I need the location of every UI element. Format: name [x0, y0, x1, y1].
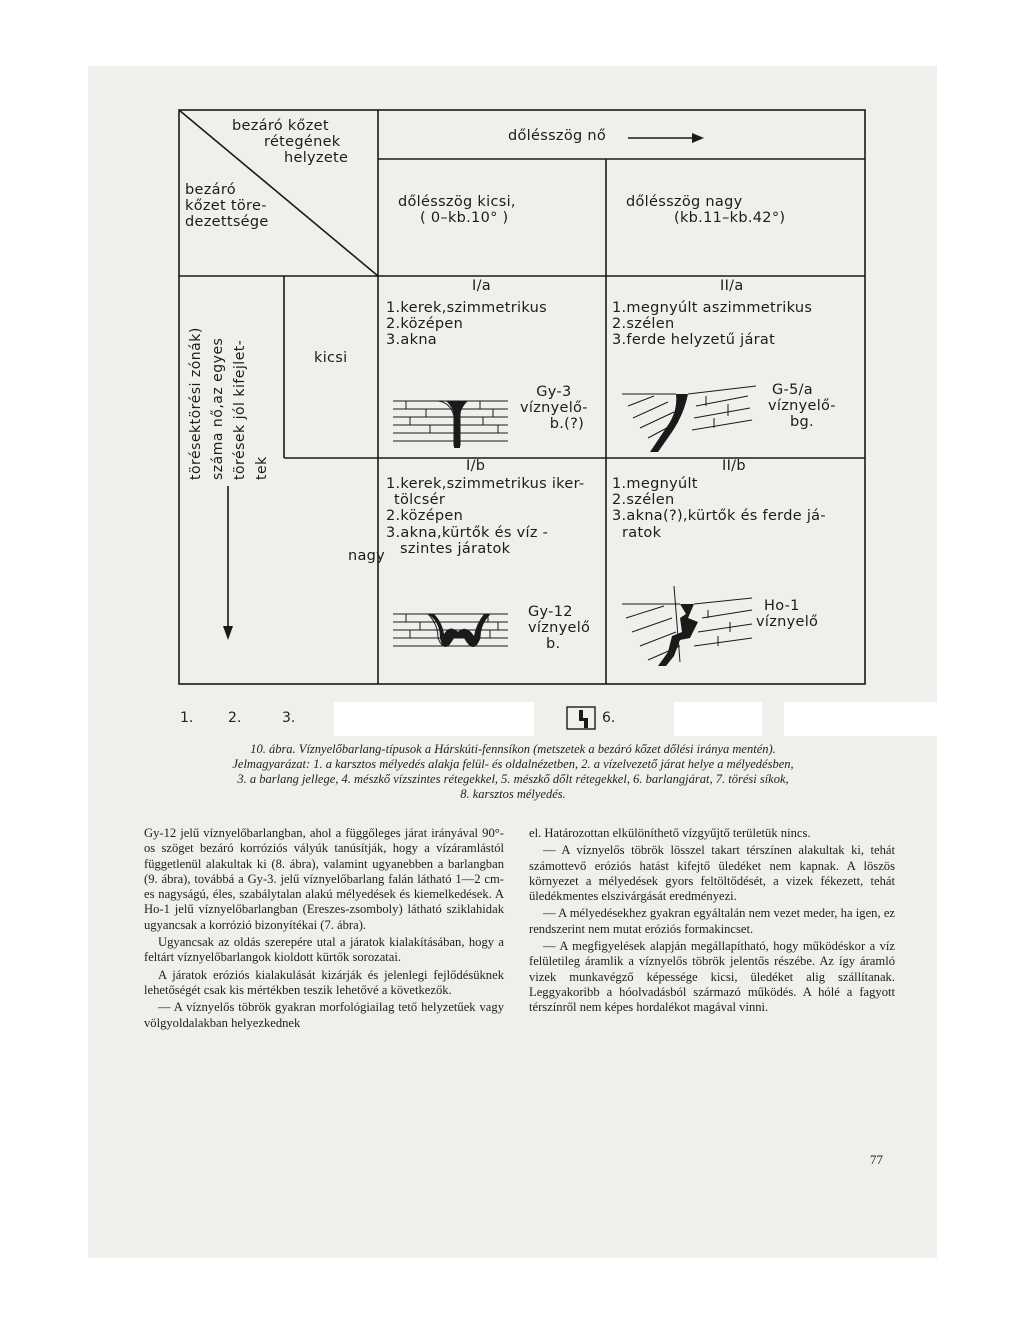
cell-IIa-label [768, 382, 836, 431]
cell-Ib-label-line: Gy-12 [528, 604, 573, 620]
header-col2-line: (kb.11–kb.42°) [674, 210, 786, 227]
cell-Ia-line: 1.kerek,szimmetrikus [386, 300, 547, 316]
cell-Ia-line: 3.akna [386, 332, 437, 349]
row-label-nagy: nagy [348, 548, 386, 564]
cell-IIb-title: II/b [722, 458, 746, 474]
caption-line: 3. a barlang jellege, 4. mészkő vízszintes rétegekkel, 5. mészkő dőlt rétegekkel, 6. barlangjárat, 7. törési síkok, [237, 772, 789, 786]
cell-IIb-lines [612, 476, 826, 541]
side-label-3: törések jól kifejlet- [232, 339, 248, 480]
corner-top-text [232, 118, 348, 167]
cell-IIa-line: 2.szélen [612, 316, 675, 333]
legend-1: 1. [180, 710, 194, 726]
header-col2 [626, 194, 785, 226]
legend-blank [334, 702, 534, 736]
book-page [88, 66, 937, 1258]
caption-line: 10. ábra. Víznyelőbarlang-típusok a Hárskúti-fennsíkon (metszetek a bezáró kőzet dőlési iránya mentén). [250, 742, 776, 756]
cell-IIa-label-line: víznyelő- [768, 398, 836, 415]
corner-top-line: bezáró kőzet [232, 118, 329, 134]
cell-Ib-lines [386, 476, 584, 557]
cell-Ib-title: I/b [466, 458, 486, 474]
legend-blank [674, 702, 762, 736]
paragraph: el. Határozottan elkülöníthető vízgyűjtő területük nincs. [529, 826, 811, 840]
header-col1 [398, 194, 516, 226]
legend-2: 2. [228, 710, 242, 726]
paragraph: — A megfigyelések alapján megállapítható, hogy működéskor a víz felületileg áramlik a víznyelős töbrök jelentős részébe. Az így áramló vizek munkavégző képessége kicsi, üledéket alig szállítanak. Leggyakoribb a hóolvadásból származó működés. A hólé a fagyott térszínről nem képes hordalékot magával vinni. [529, 939, 895, 1015]
cell-IIb-line: 1.megnyúlt [612, 476, 698, 492]
cell-Ia-label-line: víznyelő- [520, 400, 588, 417]
legend-6: 6. [602, 710, 616, 726]
cell-IIa-label-line: G-5/a [772, 382, 813, 398]
cell-Ib-line: 3.akna,kürtők és víz - [386, 524, 549, 541]
right-column [529, 826, 895, 1018]
side-label-1: törésektörési zónák) [188, 327, 204, 480]
cell-IIb-line: 2.szélen [612, 492, 675, 509]
cell-IIb-line: 3.akna(?),kürtők és ferde já- [612, 508, 826, 525]
header-col1-line: dőlésszög kicsi, [398, 194, 516, 210]
cell-Ib-line: szintes járatok [400, 540, 511, 557]
cell-Ib-label [528, 604, 590, 653]
side-label-4: tek [254, 456, 270, 480]
left-column [144, 826, 504, 1033]
cell-IIa-line: 3.ferde helyzetű járat [612, 332, 776, 349]
figure-caption [118, 742, 908, 802]
cell-Ia-label [520, 384, 588, 433]
legend-3: 3. [282, 710, 296, 726]
cell-Ib-line: 2.középen [386, 508, 464, 525]
cell-Ia-line: 2.középen [386, 316, 464, 333]
legend-passage-icon [566, 706, 598, 732]
paragraph: Gy-12 jelű víznyelőbarlangban, ahol a függőleges járat irányával 90°-os szöget bezáró korróziós vályúk tanúsítják, hogy a vízáramlástól függetlenül alakultak ki (8. ábra), valamint ugyanebben a barlangban (9. ábra), továbbá a Gy-3. jelű víznyelőbarlang falán látható 1—2 cm-es nagyságú, éles, szabálytalan alakú mélyedések és kiemelkedések. A Ho-1 jelű víznyelőbarlangban (Ereszes-zsomboly) látható sziklahidak ugyancsak a korrózió bizonyítékai (7. ábra). [144, 826, 504, 932]
corner-bottom-text [185, 182, 269, 231]
cell-IIb-line: ratok [622, 524, 662, 541]
cell-IIa-lines [612, 300, 812, 349]
corner-bottom-line: bezáró [185, 182, 236, 198]
cell-IIb-label [756, 598, 818, 630]
header-main: dőlésszög nő [508, 128, 607, 144]
paragraph: — A víznyelős töbrök gyakran morfológiailag tető helyzetűek vagy völgyoldalakban helyezkednek [144, 1000, 504, 1030]
side-label-2: száma nő,az egyes [210, 337, 226, 480]
cell-Ia-title: I/a [472, 278, 491, 294]
cell-IIa-label-line: bg. [790, 414, 814, 431]
cell-IIb-label-line: Ho-1 [764, 598, 800, 614]
cell-IIa-title: II/a [720, 278, 744, 294]
corner-top-line: helyzete [284, 150, 349, 167]
paragraph: — A víznyelős töbrök lösszel takart térszínen alakultak ki, tehát számottevő eróziós hatást kifejtő üledéket nem kapnak. A löszös környezet a mélyedések gyors feltöltődését, a vizek fékezett, tehát üledékmentes elszivárgását eredményezi. [529, 843, 895, 904]
cell-Ia-lines [386, 300, 547, 349]
corner-bottom-line: kőzet töre- [185, 198, 267, 215]
corner-bottom-line: dezettsége [185, 214, 269, 231]
paragraph: A járatok eróziós kialakulását kizárják és jelenlegi fejlődésüknek lehetőségét csak kis mértékben teszik lehetővé a következők. [144, 967, 504, 997]
legend-blank [784, 702, 937, 736]
header-col1-line: ( 0–kb.10° ) [420, 210, 509, 227]
paragraph: Ugyancsak az oldás szerepére utal a járatok kialakításában, hogy a feltárt víznyelőbarlangok kioldott kürtők sorozatai. [144, 935, 504, 965]
cell-Ia-label-line: Gy-3 [536, 384, 572, 400]
caption-line: 8. karsztos mélyedés. [460, 787, 566, 801]
cell-Ia-label-line: b.(?) [549, 416, 585, 433]
cell-IIb-label-line: víznyelő [756, 614, 819, 631]
header-col2-line: dőlésszög nagy [626, 194, 743, 210]
cell-Ib-label-line: b. [546, 636, 561, 653]
page-number: 77 [870, 1152, 883, 1167]
cell-Ib-line: tölcsér [394, 492, 446, 509]
cell-IIa-line: 1.megnyúlt aszimmetrikus [612, 300, 813, 316]
corner-top-line: rétegének [264, 134, 341, 151]
caption-line: Jelmagyarázat: 1. a karsztos mélyedés alakja felül- és oldalnézetben, 2. a vízelvezető járat helye a mélyedésben, [232, 757, 794, 771]
paragraph: — A mélyedésekhez gyakran egyáltalán nem vezet meder, ha igen, ez rendszerint nem mutat eróziós formakincset. [529, 906, 895, 936]
cell-Ib-line: 1.kerek,szimmetrikus iker- [386, 476, 585, 492]
row-label-kicsi: kicsi [314, 350, 348, 366]
cell-Ib-label-line: víznyelő [528, 620, 591, 637]
